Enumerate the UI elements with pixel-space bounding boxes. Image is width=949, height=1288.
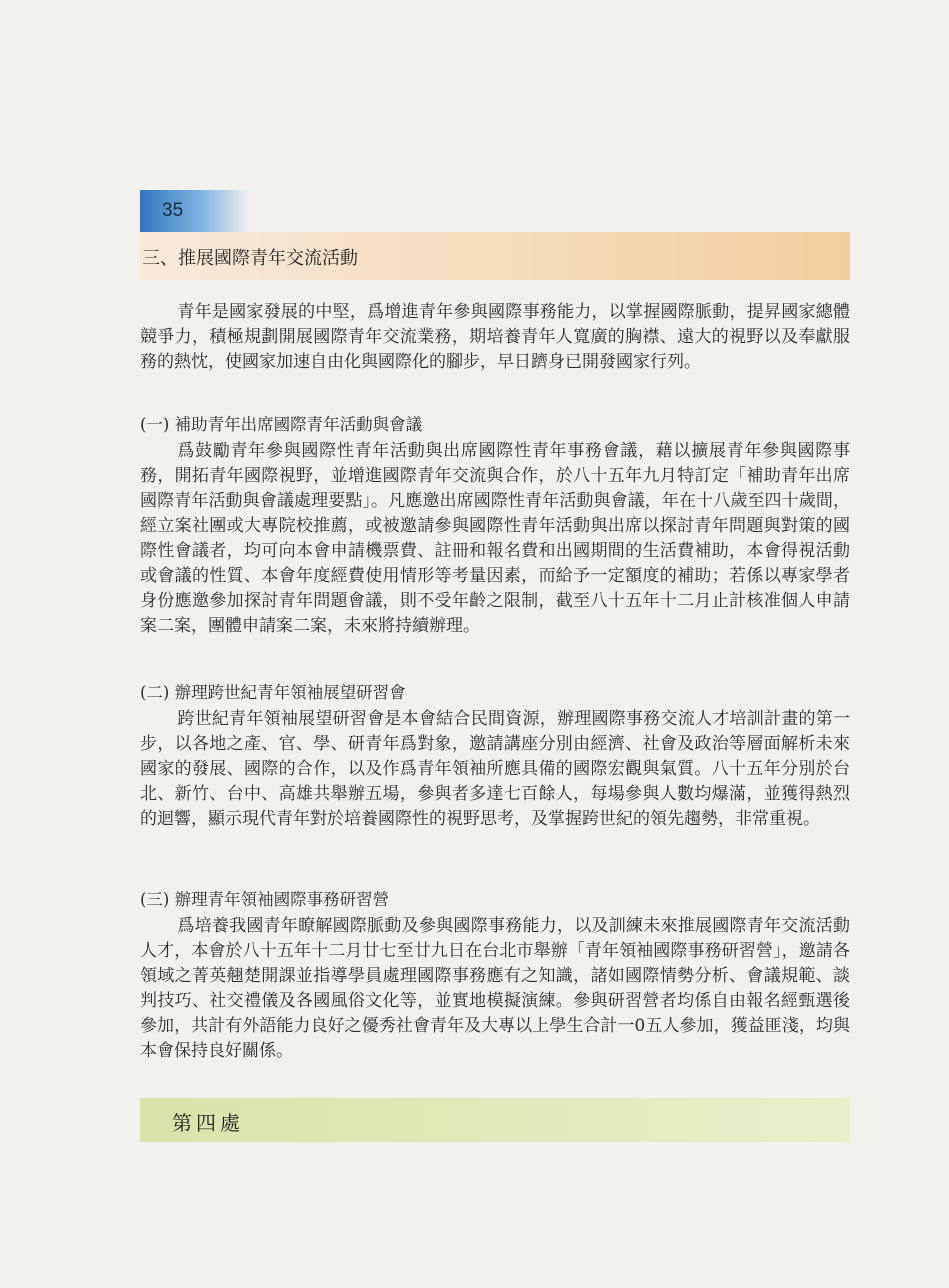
subsection-3-body: 爲培養我國青年瞭解國際脈動及參與國際事務能力，以及訓練未來推展國際青年交流活動人才，本會於八十五年十二月廿七至廿九日在台北市舉辦「青年領袖國際事務研習營」，邀請各領域之菁英翹楚開課並指導學員處理國際事務應有之知識，諸如國際情勢分析、會議規範、談判技巧、社交禮儀及各國風俗文化等，並實地模擬演練。參與研習營者均係自由報名經甄選後參加，共計有外語能力良好之優秀社會青年及大專以上學生合計一0五人參加，獲益匪淺，均與本會保持良好關係。	[140, 916, 850, 1061]
intro-paragraph: 青年是國家發展的中堅，爲增進青年參與國際事務能力，以掌握國際脈動，提昇國家總體競爭力，積極規劃開展國際青年交流業務，期培養青年人寬廣的胸襟、遠大的視野以及奉獻服務的熱忱，使國家加速自由化與國際化的腳步，早日躋身已開發國家行列。	[140, 302, 850, 372]
section-header-bar	[140, 232, 850, 280]
subsection-1	[140, 412, 850, 639]
subsection-2-heading: (二) 辦理跨世紀青年領袖展望研習會	[140, 683, 406, 702]
page-number: 35	[162, 200, 184, 221]
subsection-1-body: 爲鼓勵青年參與國際性青年活動與出席國際性青年事務會議，藉以擴展青年參與國際事務，開拓青年國際視野，並增進國際青年交流與合作，於八十五年九月特訂定「補助青年出席國際青年活動與會議處理要點」。凡應邀出席國際性青年活動與會議，年在十八歲至四十歲間，經立案社團或大專院校推薦，或被邀請參與國際性青年活動與出席以探討青年問題與對策的國際性會議者，均可向本會申請機票費、註冊和報名費和出國期間的生活費補助，本會得視活動或會議的性質、本會年度經費使用情形等考量因素，而給予一定額度的補助；若係以專家學者身份應邀參加探討青年問題會議，則不受年齡之限制，截至八十五年十二月止計核准個人申請案二案，團體申請案二案，未來將持續辦理。	[140, 441, 850, 636]
footer-label: 第四處	[172, 1111, 244, 1135]
subsection-3	[140, 887, 850, 1064]
footer-bar	[140, 1098, 850, 1142]
section-title: 三、推展國際青年交流活動	[142, 248, 358, 269]
subsection-2-body: 跨世紀青年領袖展望研習會是本會結合民間資源，辦理國際事務交流人才培訓計畫的第一步，以各地之產、官、學、研青年爲對象，邀請講座分別由經濟、社會及政治等層面解析未來國家的發展、國際的合作，以及作爲青年領袖所應具備的國際宏觀與氣質。八十五年分別於台北、新竹、台中、高雄共舉辦五場，參與者多達七百餘人，每場參與人數均爆滿，並獲得熱烈的迴響，顯示現代青年對於培養國際性的視野思考，及掌握跨世紀的領先趨勢，非常重視。	[140, 709, 850, 829]
intro-block	[140, 300, 850, 375]
subsection-3-heading: (三) 辦理青年領袖國際事務研習營	[140, 890, 390, 909]
subsection-2	[140, 680, 850, 832]
subsection-1-heading: (一) 補助青年出席國際青年活動與會議	[140, 415, 423, 434]
page-number-box	[140, 190, 250, 232]
